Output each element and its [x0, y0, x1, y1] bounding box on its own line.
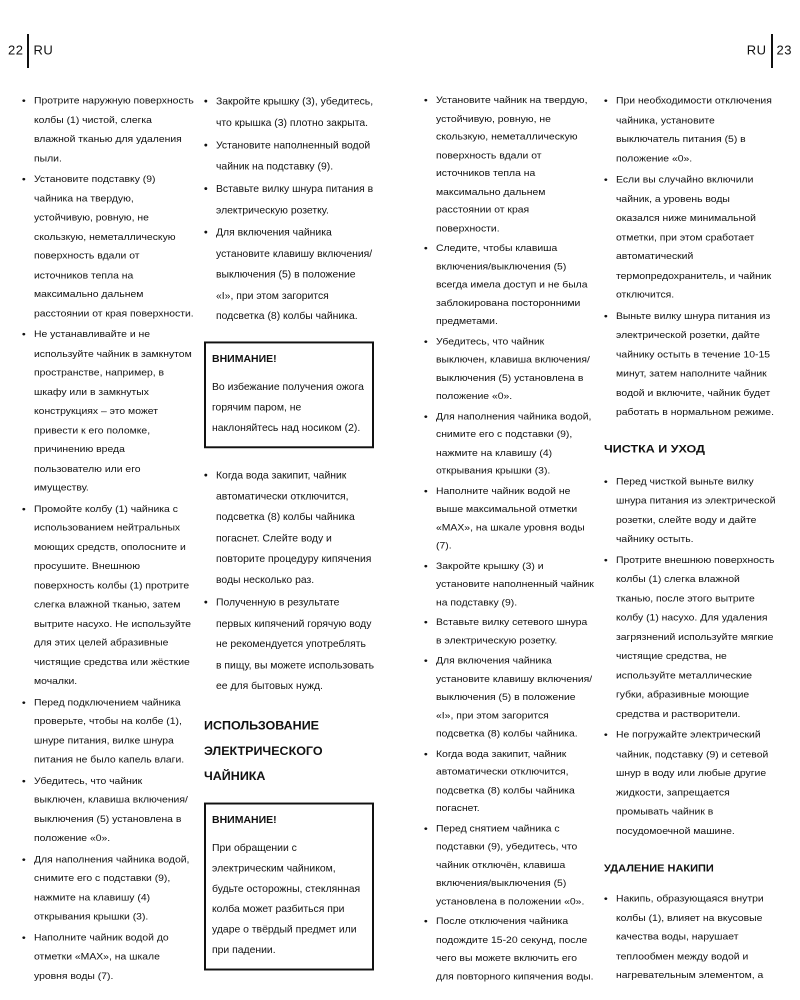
- warning-title: ВНИМАНИЕ!: [212, 813, 277, 826]
- list-item: • Вставьте вилку шнура питания в электрическую розетку.: [204, 179, 374, 221]
- list-item: • Убедитесь, что чайник выключен, клавиша включения/выключения (5) установлена в положение «0».: [424, 333, 594, 406]
- instruction-list: [604, 472, 776, 841]
- page-number: 23: [776, 42, 792, 58]
- list-item: • Промойте колбу (1) чайника с использованием нейтральных моющих средств, ополосните и просушите. Внешнюю поверхность колбы (1) протрите слегка влажной тканью, затем вытрите насухо. Не используйте для этих целей абразивные чистящие средства или жёсткие мочалки.: [22, 500, 194, 692]
- instruction-list: [604, 92, 776, 422]
- warning-title: ВНИМАНИЕ!: [212, 352, 277, 365]
- page-number-divider: [27, 34, 29, 68]
- list-item: • После отключения чайника подождите 15-20 секунд, после чего вы можете включить его для повторного кипячения воды.: [424, 913, 594, 986]
- page-number: 22: [8, 42, 24, 58]
- list-item: • Закройте крышку (3) и установите наполненный чайник на подставку (9).: [424, 557, 594, 612]
- text-column-4: [604, 92, 776, 988]
- list-item: • Для наполнения чайника водой, снимите его с подставки (9), нажмите на клавишу (4) открывания крышки (3).: [424, 408, 594, 481]
- language-label: RU: [33, 42, 54, 58]
- page-number-divider: [771, 34, 773, 68]
- list-item: • Установите подставку (9) чайника на твердую, устойчивую, ровную, не скользкую, неметаллическую поверхность вдали от источников тепла на максимально дальнем расстоянии от края поверхности.: [22, 170, 194, 323]
- page-number-left: [8, 34, 53, 68]
- list-item: • Перед чисткой выньте вилку шнура питания из электрической розетки, слейте воду и дайте чайнику остыть.: [604, 472, 776, 549]
- list-item: • Следите, чтобы клавиша включения/выключения (5) всегда имела доступ и не была заблокирована посторонними предметами.: [424, 240, 594, 331]
- list-item: • Перед снятием чайника с подставки (9), убедитесь, что чайник отключён, клавиша включения/выключения (5) установлена в положении «0».: [424, 820, 594, 911]
- instruction-list: [604, 890, 776, 986]
- list-item: • Если вы случайно включили чайник, а уровень воды оказался ниже минимальной отметки, при этом сработает автоматический термопредохранитель, и чайник отключится.: [604, 171, 776, 306]
- instruction-list: [22, 92, 194, 986]
- instruction-list: [204, 466, 374, 698]
- list-item: • Выньте вилку шнура питания из электрической розетки, дайте чайнику остыть в течение 10-15 минут, затем наполните чайник водой и включите, чайник будет работать в нормальном режиме.: [604, 307, 776, 422]
- section-heading: ИСПОЛЬЗОВАНИЕ ЭЛЕКТРИЧЕСКОГО ЧАЙНИКА: [204, 718, 323, 783]
- list-item: • Установите чайник на твердую, устойчивую, ровную, не скользкую, неметаллическую поверхность вдали от источников тепла на максимально дальнем расстоянии от края поверхности.: [424, 92, 594, 238]
- text-column-3: [424, 92, 594, 988]
- list-item: • Перед подключением чайника проверьте, чтобы на колбе (1), шнуре питания, вилке шнура питания не было капель влаги.: [22, 693, 194, 770]
- instruction-list: [424, 92, 594, 986]
- list-item: • Закройте крышку (3), убедитесь, что крышка (3) плотно закрыта.: [204, 92, 374, 134]
- list-item: • Вставьте вилку сетевого шнура в электрическую розетку.: [424, 614, 594, 651]
- instruction-list: [204, 92, 374, 327]
- list-item: • При необходимости отключения чайника, установите выключатель питания (5) в положение «0».: [604, 92, 776, 169]
- list-item: • Убедитесь, что чайник выключен, клавиша включения/выключения (5) установлена в положение «0».: [22, 772, 194, 849]
- list-item: • Наполните чайник водой до отметки «MAX», на шкале уровня воды (7).: [22, 929, 194, 987]
- page-number-right: [747, 34, 792, 68]
- text-column-2: [204, 92, 374, 988]
- list-item: • Для включения чайника установите клавишу включения/выключения (5) в положение «I», при этом загорится подсветка (8) колбы чайника.: [204, 223, 374, 327]
- list-item: • Для включения чайника установите клавишу включения/выключения (5) в положение «I», при этом загорится подсветка (8) колбы чайника.: [424, 652, 594, 743]
- list-item: • Наполните чайник водой не выше максимальной отметки «MAX», на шкале уровня воды (7).: [424, 483, 594, 556]
- section-heading: УДАЛЕНИЕ НАКИПИ: [604, 863, 714, 875]
- list-item: • Когда вода закипит, чайник автоматически отключится, подсветка (8) колбы чайника погаснет.: [424, 745, 594, 818]
- list-item: • Не устанавливайте и не используйте чайник в замкнутом пространстве, например, в шкафу или в замкнутых конструкциях – это может привести к его поломке, причинению вреда пользователю или его имуществу.: [22, 326, 194, 499]
- list-item: • Не погружайте электрический чайник, подставку (9) и сетевой шнур в воду или любые другие жидкости, запрещается промывать чайник в посудомоечной машине.: [604, 726, 776, 841]
- list-item: • Протрите наружную поверхность колбы (1) чистой, слегка влажной тканью для удаления пыли.: [22, 92, 194, 169]
- list-item: • Полученную в результате первых кипячений горячую воду не рекомендуется употреблять в пищу, вы можете использовать ее для бытовых нужд.: [204, 593, 374, 697]
- list-item: • Установите наполненный водой чайник на подставку (9).: [204, 136, 374, 178]
- warning-text: При обращении с электрическим чайником, будьте осторожны, стеклянная колба может разбиться при ударе о твёрдый предмет или при падении.: [212, 843, 361, 956]
- warning-box: [204, 341, 374, 448]
- section-heading: ЧИСТКА И УХОД: [604, 442, 705, 455]
- list-item: • Накипь, образующаяся внутри колбы (1), влияет на вкусовые качества воды, нарушает теплообмен между водой и нагревательным элементом, а: [604, 890, 776, 986]
- warning-text: Во избежание получения ожога горячим паром, не наклоняйтесь над носиком (2).: [212, 382, 364, 434]
- list-item: • Для наполнения чайника водой, снимите его с подставки (9), нажмите на клавишу (4) открывания крышки (3).: [22, 850, 194, 927]
- list-item: • Протрите внешнюю поверхность колбы (1) слегка влажной тканью, после этого вытрите колбу (1) насухо. Для удаления загрязнений используйте мягкие чистящие средства, не используйте металлические губки, абразивные моющие средства и растворители.: [604, 551, 776, 724]
- text-column-1: [22, 92, 194, 988]
- list-item: • Когда вода закипит, чайник автоматически отключится, подсветка (8) колбы чайника погаснет. Слейте воду и повторите процедуру кипячения воды несколько раз.: [204, 466, 374, 591]
- language-label: RU: [746, 42, 767, 58]
- warning-box: [204, 802, 374, 970]
